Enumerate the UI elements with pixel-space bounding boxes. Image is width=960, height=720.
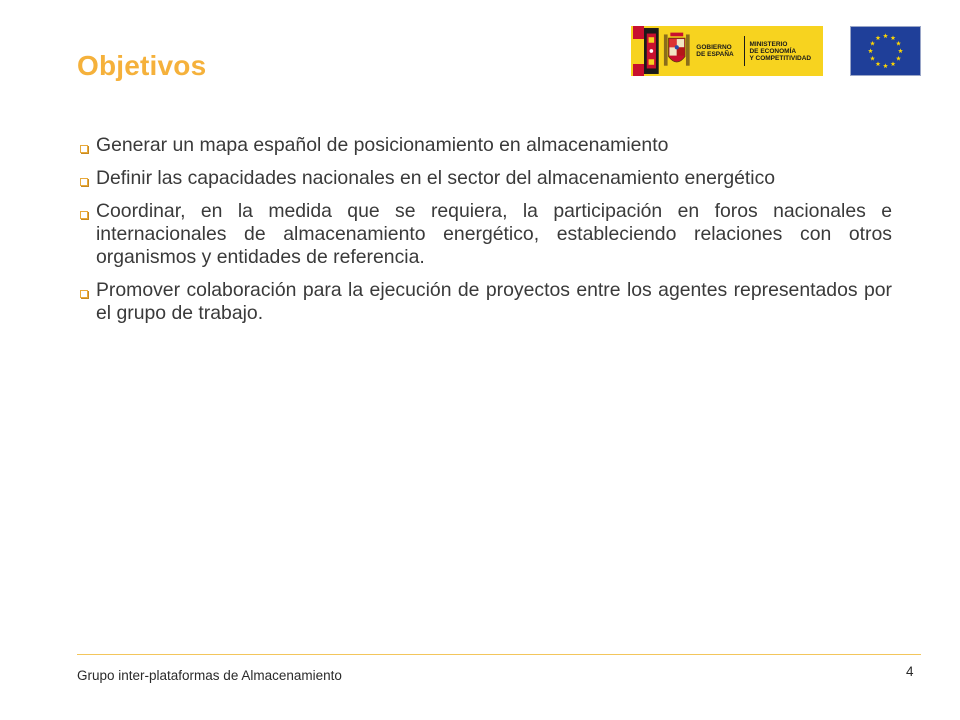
pillars-icon [644,26,659,76]
ministry-logo [631,26,823,76]
square-bullet-icon [80,290,88,298]
list-item: Promover colaboración para la ejecución de proyectos entre los agentes representados por el grupo de trabajo. [77,279,892,325]
list-item: Coordinar, en la medida que se requiera, la participación en foros nacionales e internacionales de almacenamiento energético, estableciendo relaciones con otros organismos y entidades de referencia. [77,200,892,269]
square-bullet-icon [80,178,88,186]
footer-text: Grupo inter-plataformas de Almacenamiento [77,668,342,683]
eu-flag-icon [850,26,921,76]
list-item: Definir las capacidades nacionales en el sector del almacenamiento energético [77,167,892,190]
coat-of-arms-icon [663,29,691,73]
list-item: Generar un mapa español de posicionamiento en almacenamiento [77,134,892,157]
footer-divider [77,654,921,655]
gobierno-label: GOBIERNO DE ESPAÑA [696,44,734,58]
slide-title: Objetivos [77,50,207,81]
page-number: 4 [906,664,914,679]
ministry-label: MINISTERIO DE ECONOMÍA Y COMPETITIVIDAD [749,40,812,62]
objectives-list [77,134,892,335]
square-bullet-icon [80,211,88,219]
spain-flag-strip-icon [633,26,644,76]
square-bullet-icon [80,145,88,153]
